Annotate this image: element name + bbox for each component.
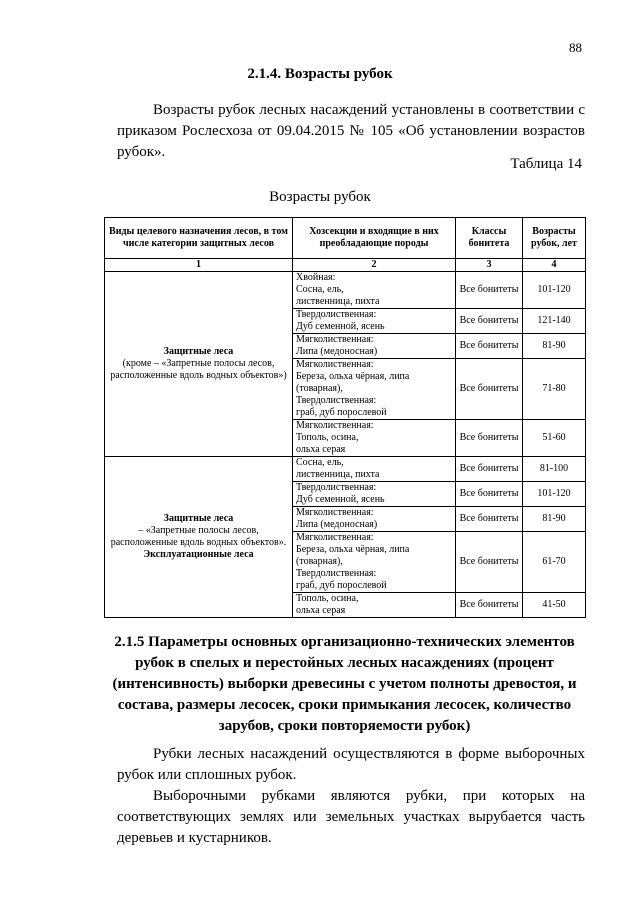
header-class: Классы бонитета [456, 218, 523, 259]
species-line: Твердолиственная: [296, 309, 377, 320]
species-cell [293, 420, 456, 457]
species-line: Мягколиственная: [296, 359, 374, 370]
species-cell [293, 334, 456, 359]
species-cell [293, 309, 456, 334]
table-label: Таблица 14 [510, 156, 582, 172]
class-cell: Все бонитеты [456, 309, 523, 334]
purpose-title: Защитные леса [163, 346, 234, 357]
table-caption: Возрасты рубок [269, 189, 371, 205]
species-line: (товарная), [296, 556, 343, 567]
purpose-text: – «Запретные полосы лесов, расположенные вдоль водных объектов». [110, 525, 287, 548]
age-cell: 81-90 [523, 334, 586, 359]
species-cell [293, 507, 456, 532]
column-number-row [105, 259, 586, 272]
species-cell [293, 359, 456, 420]
table-header-row [105, 218, 586, 259]
age-cell: 81-100 [523, 457, 586, 482]
paragraph-1: Рубки лесных насаждений осуществляются в форме выборочных рубок или сплошных рубок. [117, 746, 585, 783]
col-number: 1 [105, 259, 293, 272]
paragraph-2: Выборочными рубками являются рубки, при которых на соответствующих землях или земельных участках вырубается часть деревьев и кустарников. [117, 788, 585, 846]
age-cell: 61-70 [523, 532, 586, 593]
purpose-cell [105, 457, 293, 618]
class-cell: Все бонитеты [456, 420, 523, 457]
species-line: Мягколиственная: [296, 507, 374, 518]
species-line: ольха серая [296, 444, 346, 455]
class-cell: Все бонитеты [456, 457, 523, 482]
purpose-title: Защитные леса [163, 513, 234, 524]
header-age: Возрасты рубок, лет [523, 218, 586, 259]
species-line: Мягколиственная: [296, 420, 374, 431]
age-cell: 71-80 [523, 359, 586, 420]
species-line: Липа (медоносная) [296, 346, 378, 357]
col-number: 2 [293, 259, 456, 272]
age-cell: 51-60 [523, 420, 586, 457]
species-cell [293, 593, 456, 618]
species-line: Береза, ольха чёрная, липа [296, 371, 410, 382]
age-cell: 101-120 [523, 482, 586, 507]
species-cell [293, 457, 456, 482]
species-cell [293, 482, 456, 507]
age-cell: 81-90 [523, 507, 586, 532]
species-line: Твердолиственная: [296, 482, 377, 493]
section2-title: 2.1.5 Параметры основных организационно-технических элементов рубок в спелых и перестойных лесных насаждениях (процент (интенсивность) выборки древесины с учетом полноты древостоя, и состава, размеры лесосек, сроки примыкания лесосек, количество зарубов, сроки повторяемости рубок) [112, 634, 577, 734]
class-cell: Все бонитеты [456, 532, 523, 593]
page-number: 88 [569, 40, 582, 55]
species-line: Мягколиственная: [296, 532, 374, 543]
species-line: Тополь, осина, [296, 593, 359, 604]
species-line: граб, дуб порослевой [296, 407, 387, 418]
species-line: Сосна, ель, [296, 284, 344, 295]
class-cell: Все бонитеты [456, 507, 523, 532]
col-number: 3 [456, 259, 523, 272]
species-line: (товарная), [296, 383, 343, 394]
section-title: 2.1.4. Возрасты рубок [247, 66, 393, 82]
species-cell [293, 532, 456, 593]
table-row [105, 457, 586, 482]
class-cell: Все бонитеты [456, 359, 523, 420]
species-line: Дуб семенной, ясень [296, 494, 385, 505]
age-cell: 41-50 [523, 593, 586, 618]
intro-paragraph: Возрасты рубок лесных насаждений установлены в соответствии с приказом Рослесхоза от 09.04.2015 № 105 «Об установлении возрастов рубок». [117, 102, 585, 160]
table-row [105, 272, 586, 309]
species-line: Береза, ольха чёрная, липа [296, 544, 410, 555]
species-line: Твердолиственная: [296, 395, 377, 406]
header-purpose: Виды целевого назначения лесов, в том числе категории защитных лесов [105, 218, 293, 259]
species-line: Хвойная: [296, 272, 336, 283]
age-cell: 101-120 [523, 272, 586, 309]
species-line: Твердолиственная: [296, 568, 377, 579]
species-line: лиственница, пихта [296, 296, 380, 307]
species-line: ольха серая [296, 605, 346, 616]
species-line: граб, дуб порослевой [296, 580, 387, 591]
age-cell: 121-140 [523, 309, 586, 334]
class-cell: Все бонитеты [456, 334, 523, 359]
species-line: Мягколиственная: [296, 334, 374, 345]
purpose-title-2: Эксплуатационные леса [143, 549, 254, 560]
species-line: Дуб семенной, ясень [296, 321, 385, 332]
species-line: лиственница, пихта [296, 469, 380, 480]
species-cell [293, 272, 456, 309]
species-line: Сосна, ель, [296, 457, 344, 468]
class-cell: Все бонитеты [456, 593, 523, 618]
purpose-text: (кроме – «Запретные полосы лесов, расположенные вдоль водных объектов») [110, 358, 287, 381]
cutting-ages-table [104, 217, 586, 618]
species-line: Липа (медоносная) [296, 519, 378, 530]
class-cell: Все бонитеты [456, 482, 523, 507]
col-number: 4 [523, 259, 586, 272]
class-cell: Все бонитеты [456, 272, 523, 309]
purpose-cell [105, 272, 293, 457]
header-species: Хозсекции и входящие в них преобладающие породы [293, 218, 456, 259]
species-line: Тополь, осина, [296, 432, 359, 443]
